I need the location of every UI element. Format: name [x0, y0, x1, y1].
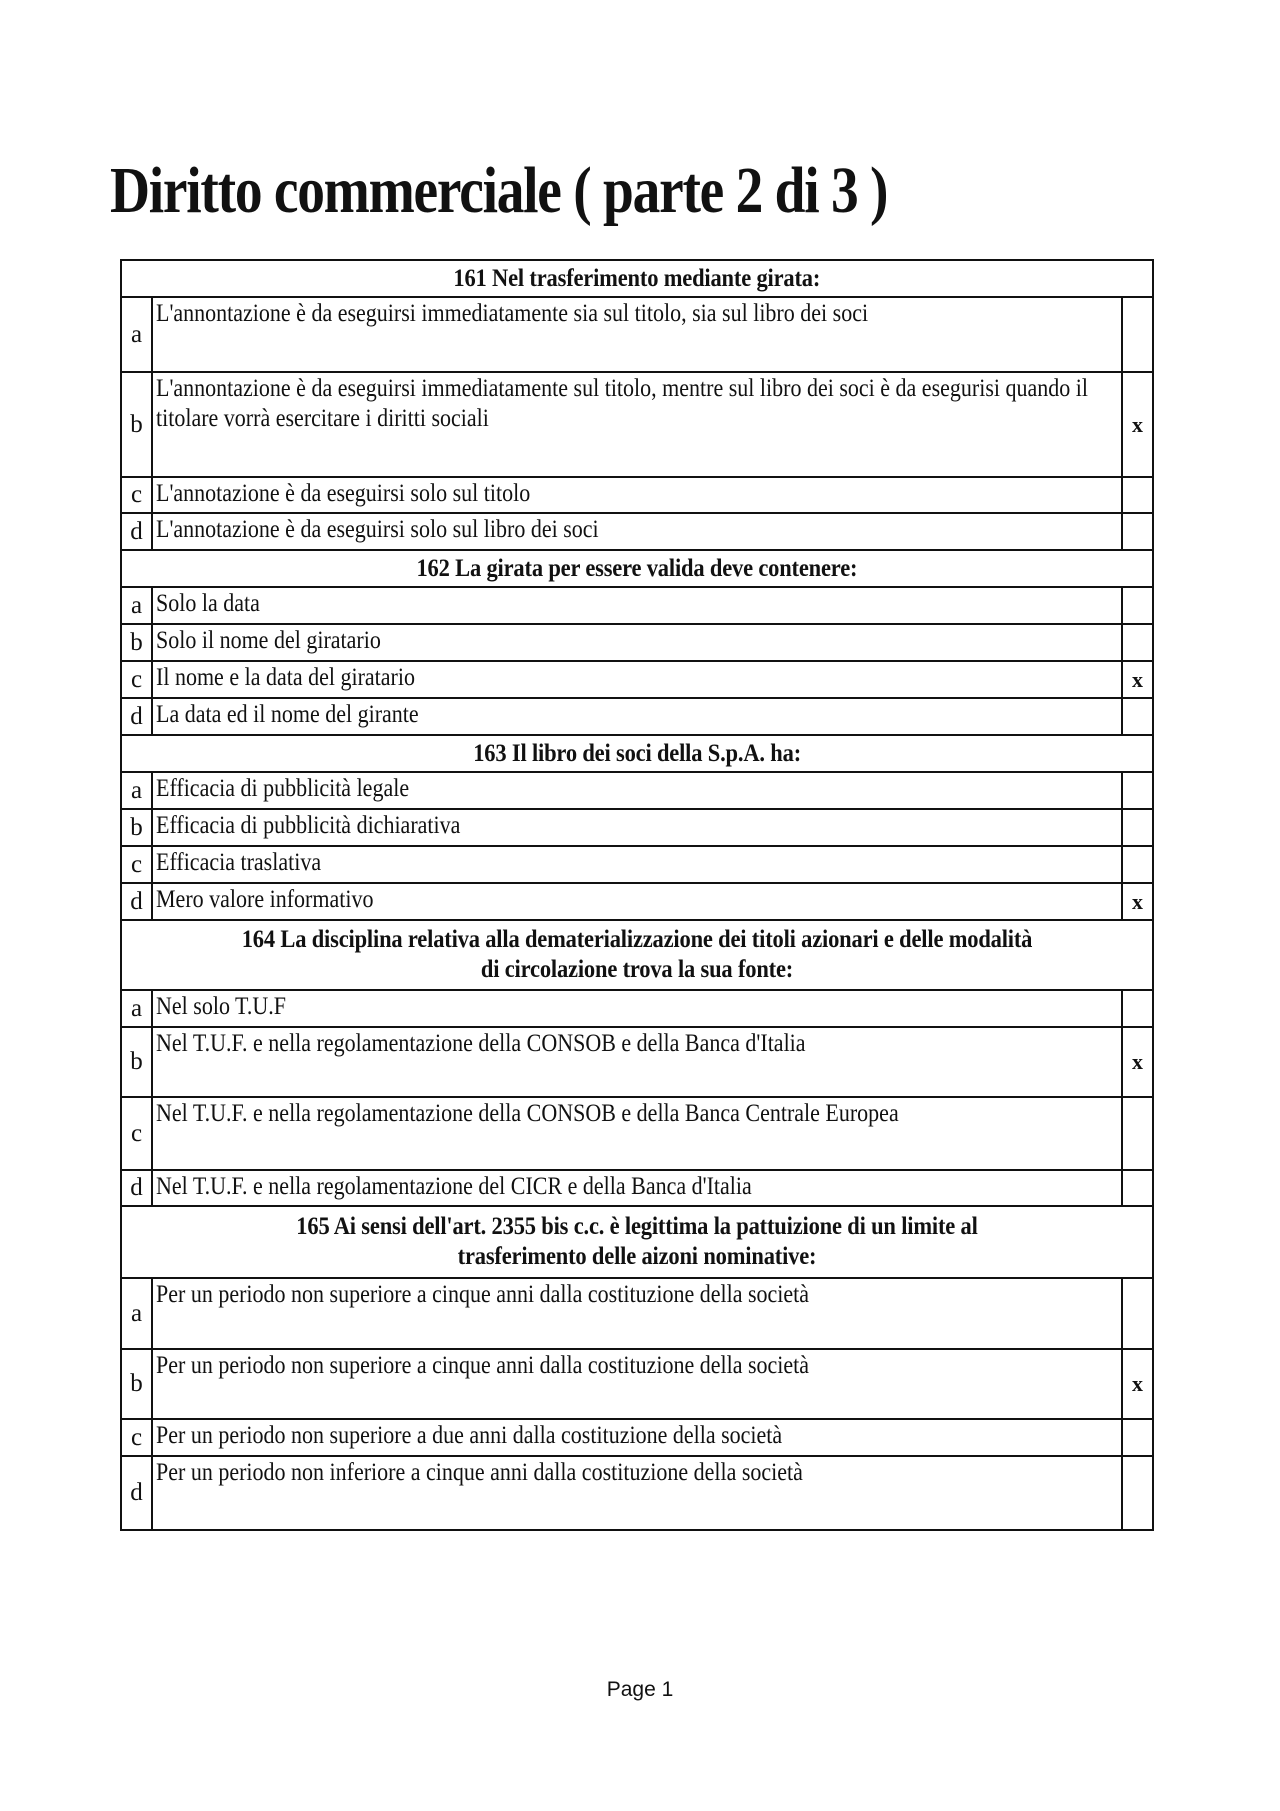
answer-text: Per un periodo non superiore a due anni dalla costituzione della società [152, 1419, 1122, 1456]
quiz-table [120, 259, 1154, 1531]
answer-letter: b [121, 624, 152, 661]
answer-row [121, 1278, 1153, 1349]
answer-row [121, 883, 1153, 920]
document-title: Diritto commerciale ( parte 2 di 3 ) [110, 154, 888, 227]
answer-text: Solo la data [152, 587, 1122, 624]
answer-mark [1122, 1170, 1153, 1206]
answer-letter: c [121, 1419, 152, 1456]
answer-text: Per un periodo non superiore a cinque anni dalla costituzione della società [152, 1349, 1122, 1419]
answer-letter: a [121, 990, 152, 1027]
answer-row [121, 587, 1153, 624]
question-heading-row [121, 735, 1153, 772]
answer-mark [1122, 1097, 1153, 1170]
answer-letter: a [121, 1278, 152, 1349]
answer-mark [1122, 477, 1153, 513]
answer-mark [1122, 513, 1153, 550]
answer-letter: d [121, 698, 152, 735]
answer-mark [1122, 1456, 1153, 1530]
answer-letter: b [121, 809, 152, 846]
answer-row [121, 1170, 1153, 1206]
answer-text: Nel T.U.F. e nella regolamentazione del CICR e della Banca d'Italia [152, 1170, 1122, 1206]
answer-text: Nel T.U.F. e nella regolamentazione della CONSOB e della Banca d'Italia [152, 1027, 1122, 1097]
answer-text: Per un periodo non inferiore a cinque anni dalla costituzione della società [152, 1456, 1122, 1530]
answer-row [121, 297, 1153, 372]
answer-row [121, 661, 1153, 698]
answer-row [121, 990, 1153, 1027]
answer-mark [1122, 846, 1153, 883]
answer-text: Efficacia di pubblicità dichiarativa [152, 809, 1122, 846]
answer-letter: c [121, 661, 152, 698]
answer-text: Efficacia di pubblicità legale [152, 772, 1122, 809]
answer-text: L'annotazione è da eseguirsi solo sul libro dei soci [152, 513, 1122, 550]
answer-mark [1122, 624, 1153, 661]
answer-text: L'annontazione è da eseguirsi immediatamente sul titolo, mentre sul libro dei soci è da esegurisi quando il titolare vorrà esercitare i diritti sociali [152, 372, 1122, 477]
answer-mark [1122, 809, 1153, 846]
answer-letter: d [121, 883, 152, 920]
answer-row [121, 1097, 1153, 1170]
answer-mark [1122, 297, 1153, 372]
answer-mark: x [1122, 1027, 1153, 1097]
question-heading: 165 Ai sensi dell'art. 2355 bis c.c. è legittima la pattuizione di un limite al trasferimento delle aizoni nominative: [121, 1206, 1153, 1278]
answer-mark: x [1122, 883, 1153, 920]
answer-row [121, 1027, 1153, 1097]
answer-letter: a [121, 587, 152, 624]
question-heading-row [121, 920, 1153, 990]
answer-text: Per un periodo non superiore a cinque anni dalla costituzione della società [152, 1278, 1122, 1349]
answer-row [121, 624, 1153, 661]
question-heading-row [121, 550, 1153, 587]
answer-text: Solo il nome del giratario [152, 624, 1122, 661]
answer-letter: b [121, 1027, 152, 1097]
answer-letter: d [121, 1170, 152, 1206]
question-heading-row [121, 260, 1153, 297]
question-heading: 161 Nel trasferimento mediante girata: [121, 260, 1153, 297]
answer-mark: x [1122, 1349, 1153, 1419]
answer-letter: d [121, 513, 152, 550]
answer-letter: b [121, 1349, 152, 1419]
answer-row [121, 846, 1153, 883]
answer-text: Mero valore informativo [152, 883, 1122, 920]
answer-letter: b [121, 372, 152, 477]
answer-row [121, 372, 1153, 477]
answer-mark [1122, 1419, 1153, 1456]
answer-text: Nel solo T.U.F [152, 990, 1122, 1027]
answer-mark [1122, 990, 1153, 1027]
answer-row [121, 513, 1153, 550]
answer-text: L'annotazione è da eseguirsi solo sul titolo [152, 477, 1122, 513]
answer-letter: c [121, 1097, 152, 1170]
question-heading: 162 La girata per essere valida deve contenere: [121, 550, 1153, 587]
answer-row [121, 477, 1153, 513]
answer-letter: c [121, 846, 152, 883]
answer-mark [1122, 587, 1153, 624]
answer-letter: c [121, 477, 152, 513]
answer-row [121, 772, 1153, 809]
question-heading: 164 La disciplina relativa alla dematerializzazione dei titoli azionari e delle modalità di circolazione trova la sua fonte: [121, 920, 1153, 990]
answer-text: Il nome e la data del giratario [152, 661, 1122, 698]
answer-letter: a [121, 297, 152, 372]
answer-row [121, 1456, 1153, 1530]
answer-text: L'annontazione è da eseguirsi immediatamente sia sul titolo, sia sul libro dei soci [152, 297, 1122, 372]
answer-row [121, 1349, 1153, 1419]
question-heading: 163 Il libro dei soci della S.p.A. ha: [121, 735, 1153, 772]
answer-mark [1122, 772, 1153, 809]
answer-mark [1122, 698, 1153, 735]
answer-mark: x [1122, 372, 1153, 477]
answer-letter: a [121, 772, 152, 809]
answer-text: Efficacia traslativa [152, 846, 1122, 883]
page-number: Page 1 [606, 1678, 674, 1701]
question-heading-row [121, 1206, 1153, 1278]
answer-row [121, 1419, 1153, 1456]
answer-letter: d [121, 1456, 152, 1530]
answer-mark: x [1122, 661, 1153, 698]
answer-text: Nel T.U.F. e nella regolamentazione della CONSOB e della Banca Centrale Europea [152, 1097, 1122, 1170]
answer-mark [1122, 1278, 1153, 1349]
answer-text: La data ed il nome del girante [152, 698, 1122, 735]
answer-row [121, 698, 1153, 735]
answer-row [121, 809, 1153, 846]
